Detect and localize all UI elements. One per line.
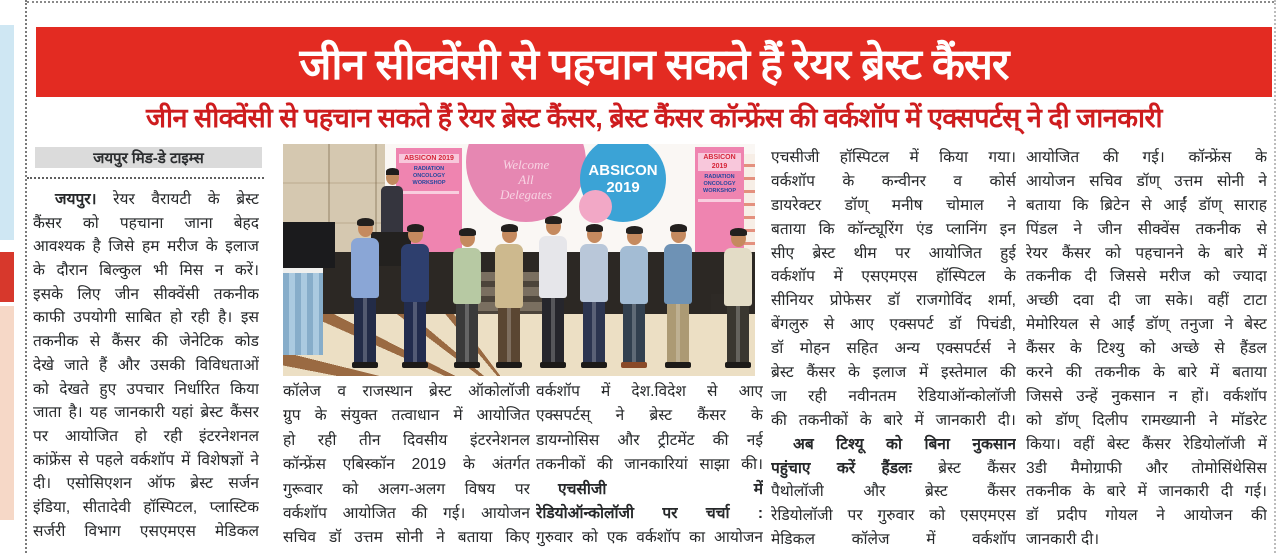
welcome-line1: Welcome [502,156,550,172]
person-3 [450,230,484,368]
person-shoes [352,362,378,368]
backdrop-dot [579,190,612,223]
person-shoes [665,362,691,368]
body-line: डॉ मोहन सहित अन्य एक्सपर्टर्स ने [771,340,1016,358]
person-9 [721,230,755,368]
left-dotted-border [25,0,27,553]
banner-fine-print [399,191,459,194]
welcome-line3: Delegates [500,186,552,202]
body-line: रेडियोऑन्कोलॉजी पर चर्चा : [536,504,763,522]
person-7 [617,228,651,368]
banner-title: ABSICON 2019 [698,153,741,171]
person-shirt [580,244,608,302]
person-head [460,230,475,247]
article-column-4 [771,146,1016,553]
sub-headline: जीन सीक्वेंसी से पहचान सकते हैं रेयर ब्रेस्ट कैंसर, ब्रेस्ट कैंसर कॉन्फ्रेंस की वर्कशॉप में एक्सपर्टस् ने दी जानकारी [146,103,1162,133]
body-line: मेडिकल कॉलेज में वर्कशॉप [771,531,1016,549]
body-line: आयोजन सचिव डॉण् उत्तम सोनी ने [1026,172,1267,190]
body-line: सीए ब्रेस्ट थीम पर आयोजित हुई [771,244,1016,262]
person-shirt [664,244,692,304]
body-line: जिससे उन्हें नुकसान न हों। वर्कशॉप [1026,387,1267,405]
body-line: वर्कशॉप में देश.विदेश से आए [536,383,763,400]
article-column-3 [536,380,763,552]
person-shoes [402,362,428,368]
body-line: पर आयोजित हो रही इंटरनेशनल [33,427,259,445]
person-head [627,228,642,245]
body-line: तकनीक दी जिससे मरीज को ज्यादा [1026,268,1267,286]
person-2 [398,226,432,368]
tv-screen [283,222,335,268]
body-line: दी। एसोसिएशन ऑफ ब्रेस्ट सर्जन [33,475,259,493]
person-shoes [496,362,522,368]
body-line: अच्छी दवा दी जा सके। वहीं टाटा [1026,292,1267,310]
body-line: डायग्नोसिस और ट्रीटमेंट की नई [536,431,763,449]
body-line: बताया कि ब्रिटेन से आईं डॉण् साराह [1026,196,1267,214]
top-dotted-border [27,1,1274,3]
body-line: किया। वहीं बेस्ट कैंसर रेडियोलॉजी में [1026,435,1267,453]
body-line: जानकारी दी। [1026,531,1100,549]
body-line: कैंसर के टिश्यु को अच्छे से हैंडल [1026,340,1267,358]
person-head [587,226,602,243]
person-shoes [454,362,480,368]
banner-title: ABSICON 2019 [399,154,459,163]
article-photo [283,144,755,376]
person-shoes [581,362,607,368]
banner-line: RADIATION ONCOLOGY [412,166,446,179]
person-head [358,220,373,237]
body-line: एचसीजी में [558,480,763,498]
body-line: सचिव डॉ उत्तम सोनी ने बताया किए [283,529,530,547]
person-5 [536,218,570,368]
absicon-line2: 2019 [606,179,640,196]
person-shirt [401,244,429,302]
scan-edge-strip-blue [0,25,14,240]
body-line: सीनियर प्रोफेसर डॉ राजगोविंद शर्मा, [771,292,1016,310]
body-line: जा रही नवीनतम रेडियाऑन्कोलॉजी [771,387,1016,405]
body-line: जाता है। यह जानकारी यहां ब्रेस्ट कैंसर [33,404,259,422]
body-line: गुरूवार को अलग-अलग विषय पर [283,480,530,498]
banner-line: RADIATION ONCOLOGY [703,174,736,187]
byline-separator [27,177,264,179]
person-head [671,226,686,243]
body-line: पिंडल ने जीन सीक्वेंस तकनीक से [1026,220,1267,238]
body-line: हो रही तीन दिवसीय इंटरनेशनल [283,431,530,449]
byline: जयपुर मिड-डे टाइम्स [35,147,262,168]
body-line: जयपुर। रेयर वैरायटी के ब्रेस्ट [55,191,259,208]
banner-line: WORKSHOP [703,188,736,194]
article-column-5 [1026,146,1267,553]
person-pants [456,304,478,362]
body-line: इसके लिए जीन सीक्वेंसी तकनीक [33,285,259,303]
person-pants [404,302,426,362]
body-line: तकनीक के बारे में जानकारी दी गई। [1026,483,1267,501]
body-line: कांफ्रेंस से पहले वर्कशॉप में विशेषज्ञों ने [33,451,259,469]
person-8 [661,226,695,368]
body-line: ब्रेस्ट कैंसर के इलाज में इस्तेमाल की [771,364,1016,382]
body-line: रेयर कैंसर को पहचानने के बारे में [1026,244,1267,262]
person-pants [542,298,564,362]
body-line: मेमोरियल से आईं डॉण् तनुजा ने बेस्ट [1026,316,1267,334]
person-shirt [724,248,752,306]
person-pants [727,306,749,362]
person-head [731,230,746,247]
body-line: डायरेक्टर डॉण् मनीष चोमाल ने [771,196,1016,214]
body-line: बेंगलुरु से आए एक्सपर्ट डॉ पिचंडी, [771,316,1016,334]
person-4 [492,226,526,368]
body-line: इंडिया, सीतादेवी हॉस्पिटल, प्लास्टिक [33,498,259,516]
right-dotted-border [1274,0,1276,553]
body-line: वर्कशॉप आयोजित की गई। आयोजन [283,504,530,522]
body-line: करने की तकनीक के बारे में बताया [1026,364,1267,382]
person-shirt [453,248,481,304]
scan-edge-strip-red [0,252,14,302]
body-line: ग्रुप के संयुक्त तत्वाधान में आयोजित [283,407,530,425]
absicon-line1: ABSICON [588,162,658,179]
body-line: के दौरान बिल्कुल भी मिस न करें। [33,262,259,280]
person-head [502,226,517,243]
body-line: तकनीक से कैंसर की जेनेटिक कोड [33,333,259,351]
person-shirt [620,246,648,304]
person-pants [667,304,689,362]
person-head [546,218,561,235]
body-line: सर्जरी विभाग एसएमएस मेडिकल [33,522,259,540]
body-line: पहुंचाए करें हैंडलः ब्रेस्ट कैंसर [771,459,1016,477]
person-pants [623,304,645,362]
article-column-1 [33,188,259,546]
body-line: वर्कशॉप में एसएमएस हॉस्पिटल के [771,268,1016,286]
person-head [386,170,399,185]
body-line: कॉलेज व राजस्थान ब्रेस्ट ऑकोलॉजी [283,383,530,400]
body-line: काफी उपयोगी साबित हो रही है। इस [33,309,259,327]
person-pants [583,302,605,362]
body-line: कॉन्फ्रेंस एबिस्कॉन 2019 के अंतर्गत [283,456,530,474]
body-line: आवश्यक है जिसे हम मरीज के इलाज [33,238,259,256]
welcome-line2: All [518,171,534,187]
person-shoes [725,362,751,368]
person-head [408,226,423,243]
main-headline: जीन सीक्वेंसी से पहचान सकते हैं रेयर ब्रेस्ट कैंसर [36,27,1272,97]
person-pants [498,308,520,362]
person-1 [348,220,382,368]
banner-fine-print [698,199,741,202]
banner-line: WORKSHOP [412,180,446,186]
body-line: गुरुवार को एक वर्कशॉप का आयोजन [536,529,763,547]
body-line: पैथोलॉजी और ब्रेस्ट कैंसर [771,483,1016,501]
person-pants [354,298,376,362]
body-line: एचसीजी हॉस्पिटल में किया गया। [771,149,1016,166]
body-line: वर्कशॉप के कन्वीनर व कोर्स [771,172,1016,190]
article-column-2 [283,380,530,552]
person-shoes [540,362,566,368]
person-shirt [539,236,567,298]
body-line: तकनीकों की जानकारियां साझा की। [536,456,763,474]
body-line: कैंसर को पहचाना जाना बेहद [33,214,259,232]
body-line: डॉ प्रदीप गोयल ने आयोजन की [1026,507,1267,525]
body-line: को देखते हुए उपचार निर्धारित किया [33,380,259,398]
person-shirt [351,238,379,298]
scan-edge-strip-pink [0,306,14,520]
person-shoes [621,362,647,368]
body-line: अब टिश्यू को बिना नुकसान [793,435,1016,453]
body-line: आयोजित की गई। कॉन्फ्रेंस के [1026,149,1267,166]
body-line: एक्सपर्टस् ने ब्रेस्ट कैंसर के [536,407,763,425]
body-line: देखे जाते हैं और उसकी विविधताओं [33,356,259,374]
draped-table [283,268,323,355]
body-line: की तकनीकों के बारे में जानकारी दी। [771,411,1016,429]
body-line: रेडियोलॉजी पर गुरुवार को एसएमएस [771,507,1016,525]
person-shirt [495,244,523,308]
person-6 [577,226,611,368]
body-line: 3डी मैमोग्राफी और तोमोसिंथेसिस [1026,459,1267,477]
body-line: को डॉण् दिलीप रामख्यानी ने मॉडरेट [1026,411,1267,429]
body-line: बताया कि कॉन्ट्यूरिंग एंड प्लानिंग इन [771,220,1016,238]
